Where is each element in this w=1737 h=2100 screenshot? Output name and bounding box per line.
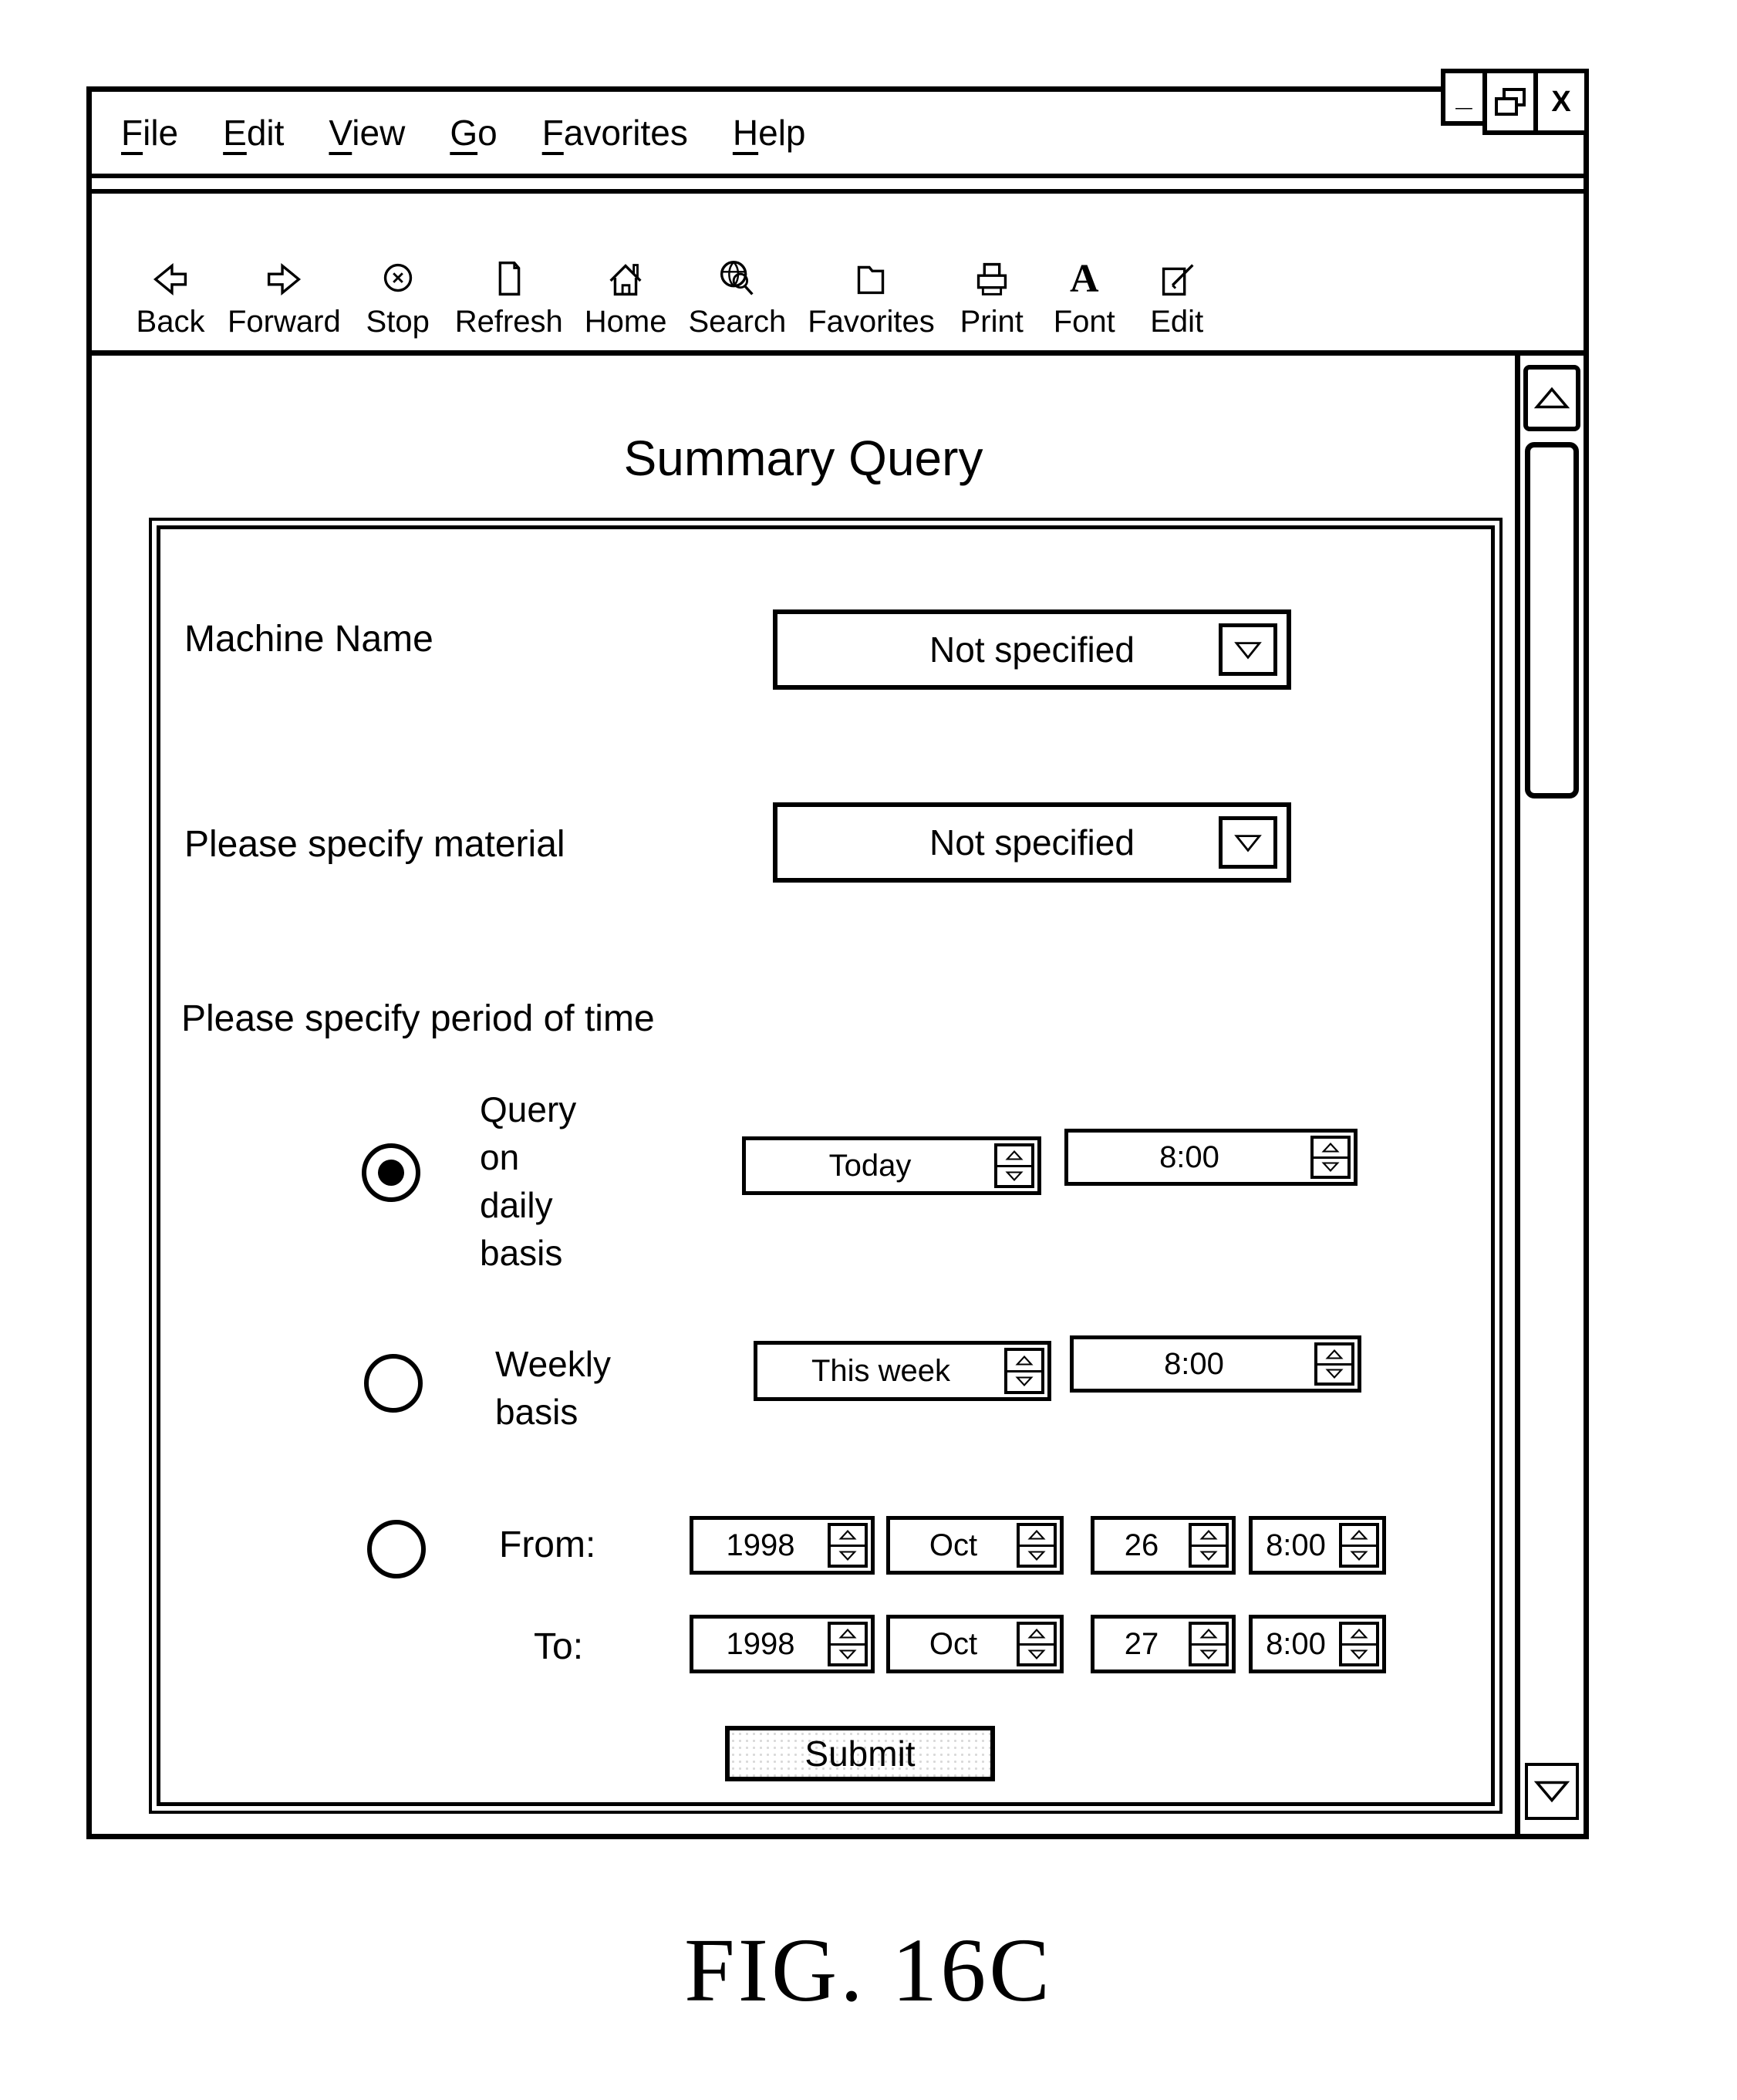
figure-caption: FIG. 16C [684, 1919, 1053, 2021]
down-triangle-icon [1005, 1170, 1024, 1182]
to-year-value: 1998 [726, 1626, 795, 1661]
daily-time-spin-buttons [1310, 1136, 1351, 1179]
home-house-icon [602, 255, 649, 303]
scroll-down-button[interactable] [1525, 1763, 1579, 1820]
spinner-down-button[interactable] [1342, 1547, 1376, 1565]
to-month-value: Oct [929, 1626, 978, 1661]
browser-window [86, 80, 1589, 1839]
window-controls [1445, 69, 1589, 135]
weekly-time-spinner[interactable] [1070, 1335, 1361, 1393]
up-triangle-icon [1015, 1355, 1034, 1366]
weekly-basis-label: Weekly basis [495, 1344, 611, 1432]
stop-button[interactable]: Stop [363, 255, 433, 339]
content-area [92, 356, 1584, 1834]
spinner-down-button[interactable] [1317, 1366, 1351, 1383]
spinner-up-button[interactable] [1317, 1345, 1351, 1366]
from-day-value: 26 [1124, 1528, 1159, 1562]
down-triangle-icon [1015, 1376, 1034, 1387]
to-label: To: [534, 1626, 584, 1667]
refresh-document-icon [485, 255, 533, 303]
close-button[interactable] [1533, 69, 1589, 135]
scrollbar-thumb[interactable] [1525, 442, 1579, 798]
to-day-value: 27 [1124, 1626, 1159, 1661]
from-time-spinner[interactable] [1249, 1516, 1386, 1575]
favorites-folder-icon [847, 255, 895, 303]
edit-page-icon [1153, 255, 1201, 303]
down-triangle-icon [1199, 1550, 1218, 1561]
up-triangle-icon [1350, 1529, 1368, 1541]
from-year-spin-buttons [828, 1523, 868, 1568]
spinner-up-button[interactable] [831, 1625, 865, 1646]
scroll-down-arrow-icon [1534, 1780, 1570, 1803]
down-triangle-icon [1350, 1550, 1368, 1561]
daily-date-spinner[interactable] [742, 1136, 1041, 1195]
material-value: Not specified [929, 822, 1135, 863]
spinner-up-button[interactable] [1314, 1139, 1347, 1159]
to-day-spinner[interactable] [1091, 1615, 1236, 1673]
weekly-date-value: This week [811, 1353, 951, 1388]
up-triangle-icon [1350, 1628, 1368, 1639]
browser-toolbar [92, 194, 1584, 356]
query-form-frame [149, 518, 1503, 1814]
machine-name-dropdown-button[interactable] [1219, 623, 1277, 676]
from-year-spinner[interactable] [690, 1516, 875, 1575]
period-of-time-label: Please specify period of time [181, 998, 655, 1039]
weekly-time-spin-buttons [1314, 1342, 1354, 1386]
from-day-spin-buttons [1189, 1523, 1229, 1568]
spinner-up-button[interactable] [1020, 1625, 1054, 1646]
spinner-down-button[interactable] [1192, 1547, 1226, 1565]
down-triangle-icon [1199, 1649, 1218, 1660]
up-triangle-icon [838, 1529, 857, 1541]
spinner-down-button[interactable] [997, 1167, 1031, 1186]
daily-date-spin-buttons [994, 1143, 1034, 1188]
back-arrow-icon [147, 255, 194, 303]
date-range-radio[interactable] [367, 1520, 426, 1578]
favorites-button[interactable]: Favorites [808, 255, 935, 339]
machine-name-value: Not specified [929, 630, 1135, 670]
from-time-value: 8:00 [1266, 1528, 1326, 1562]
submit-button[interactable]: Submit [725, 1726, 995, 1781]
daily-time-spinner[interactable] [1064, 1129, 1358, 1186]
restore-button[interactable] [1482, 69, 1538, 135]
to-time-spinner[interactable] [1249, 1615, 1386, 1673]
minimize-button[interactable] [1441, 69, 1487, 126]
weekly-date-spin-buttons [1004, 1348, 1044, 1394]
daily-basis-radio[interactable] [362, 1143, 420, 1202]
close-icon: X [1551, 85, 1571, 118]
daily-date-value: Today [828, 1148, 912, 1183]
from-month-value: Oct [929, 1528, 978, 1562]
spinner-down-button[interactable] [1192, 1646, 1226, 1664]
restore-front-rect [1495, 97, 1518, 116]
machine-name-select[interactable] [773, 609, 1291, 690]
machine-name-label: Machine Name [184, 619, 433, 660]
spinner-down-button[interactable] [1314, 1159, 1347, 1177]
spinner-down-button[interactable] [1342, 1646, 1376, 1664]
menu-help[interactable]: Help [732, 113, 806, 153]
up-triangle-icon [1199, 1529, 1218, 1541]
from-label: From: [499, 1524, 596, 1565]
to-year-spin-buttons [828, 1622, 868, 1666]
stop-circle-icon [374, 255, 422, 303]
spinner-up-button[interactable] [1342, 1625, 1376, 1646]
to-time-spin-buttons [1339, 1622, 1379, 1666]
menu-favorites[interactable]: Favorites [541, 113, 688, 153]
edit-button[interactable]: Edit [1142, 255, 1213, 339]
menu-view[interactable]: View [329, 113, 406, 153]
down-triangle-icon [1325, 1368, 1344, 1379]
minimize-icon: _ [1455, 80, 1472, 113]
forward-button[interactable]: Forward [228, 255, 341, 339]
restore-window-icon [1495, 88, 1526, 116]
scroll-up-button[interactable] [1523, 365, 1580, 431]
to-month-spinner[interactable] [886, 1615, 1064, 1673]
weekly-time-value: 8:00 [1164, 1346, 1224, 1381]
menubar-separator [92, 178, 1584, 194]
font-button[interactable]: A Font [1053, 257, 1115, 339]
spinner-down-button[interactable] [831, 1547, 865, 1565]
spinner-up-button[interactable] [831, 1526, 865, 1547]
to-day-spin-buttons [1189, 1622, 1229, 1666]
dropdown-arrow-icon [1233, 832, 1263, 853]
spinner-up-button[interactable] [1192, 1625, 1226, 1646]
to-time-value: 8:00 [1266, 1626, 1326, 1661]
forward-arrow-icon [260, 255, 308, 303]
home-button[interactable]: Home [585, 255, 667, 339]
from-year-value: 1998 [726, 1528, 795, 1562]
search-button[interactable]: Search [688, 255, 786, 339]
up-triangle-icon [1027, 1529, 1046, 1541]
back-button[interactable]: Back [135, 255, 206, 339]
spinner-up-button[interactable] [1192, 1526, 1226, 1547]
up-triangle-icon [1325, 1349, 1344, 1360]
material-select[interactable] [773, 802, 1291, 883]
weekly-basis-radio[interactable] [364, 1354, 423, 1413]
up-triangle-icon [1027, 1628, 1046, 1639]
up-triangle-icon [1005, 1150, 1024, 1161]
material-label: Please specify material [184, 824, 565, 865]
dropdown-arrow-icon [1233, 639, 1263, 660]
to-month-spin-buttons [1017, 1622, 1057, 1666]
menu-bar [92, 92, 1584, 178]
menu-file[interactable]: File [121, 113, 179, 153]
daily-time-value: 8:00 [1159, 1139, 1219, 1174]
down-triangle-icon [838, 1649, 857, 1660]
up-triangle-icon [1199, 1628, 1218, 1639]
from-month-spinner[interactable] [886, 1516, 1064, 1575]
material-dropdown-button[interactable] [1219, 816, 1277, 869]
spinner-up-button[interactable] [1020, 1526, 1054, 1547]
from-day-spinner[interactable] [1091, 1516, 1236, 1575]
down-triangle-icon [838, 1550, 857, 1561]
search-globe-icon [713, 255, 761, 303]
spinner-up-button[interactable] [1007, 1351, 1041, 1372]
down-triangle-icon [1027, 1550, 1046, 1561]
spinner-up-button[interactable] [1342, 1526, 1376, 1547]
spinner-down-button[interactable] [1020, 1547, 1054, 1565]
vertical-scrollbar[interactable] [1515, 356, 1584, 1834]
spinner-down-button[interactable] [1007, 1372, 1041, 1392]
up-triangle-icon [838, 1628, 857, 1639]
down-triangle-icon [1027, 1649, 1046, 1660]
page-title: Summary Query [623, 430, 983, 486]
from-time-spin-buttons [1339, 1523, 1379, 1568]
font-letter-icon: A [1069, 257, 1099, 301]
spinner-down-button[interactable] [1020, 1646, 1054, 1664]
down-triangle-icon [1321, 1161, 1340, 1173]
print-printer-icon [968, 255, 1016, 303]
to-year-spinner[interactable] [690, 1615, 875, 1673]
daily-basis-label: Query on daily basis [480, 1089, 577, 1273]
spinner-down-button[interactable] [831, 1646, 865, 1664]
page-body [92, 356, 1515, 1834]
menu-edit[interactable]: Edit [223, 113, 285, 153]
spinner-up-button[interactable] [997, 1146, 1031, 1167]
print-button[interactable]: Print [956, 255, 1027, 339]
refresh-button[interactable]: Refresh [455, 255, 563, 339]
scroll-up-arrow-icon [1534, 387, 1570, 410]
down-triangle-icon [1350, 1649, 1368, 1660]
up-triangle-icon [1321, 1142, 1340, 1153]
menu-go[interactable]: Go [450, 113, 497, 153]
weekly-date-spinner[interactable] [754, 1341, 1051, 1401]
from-month-spin-buttons [1017, 1523, 1057, 1568]
